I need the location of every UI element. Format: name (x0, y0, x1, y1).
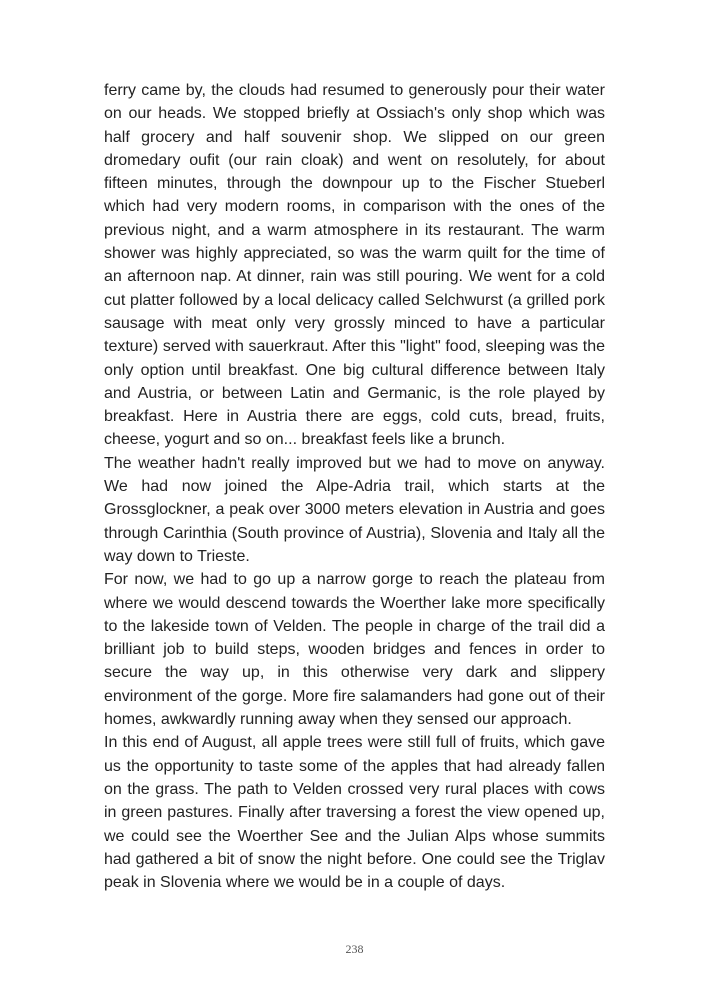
paragraph-gorge-to-velden: For now, we had to go up a narrow gorge to reach the plateau from where we would descend towards the Woerther lake more specifically to the lakeside town of Velden. The people in charge of the trail did a brilliant job to build steps, wooden bridges and fences in order to secure the way up, in this otherwise very dark and slippery environment of the gorge. More fire salamanders had gone out of their homes, awkwardly running away when they sensed our approach. (104, 571, 605, 729)
page-body-text (104, 79, 605, 894)
page-number: 238 (345, 942, 364, 956)
paragraph-alpe-adria-trail: The weather hadn't really improved but we had to move on anyway. We had now joined the Alpe-Adria trail, which starts at the Grossglockner, a peak over 3000 meters elevation in Austria and goes through Carinthia (South province of Austria), Slovenia and Italy all the way down to Trieste. (104, 454, 605, 565)
paragraph-ossiach-fischer-stueberl: ferry came by, the clouds had resumed to generously pour their water on our heads. We stopped briefly at Ossiach's only shop which was half grocery and half souvenir shop. We slipped on our green dromedary oufit (our rain cloak) and went on resolutely, for about fifteen minutes, through the downpour up to the Fischer Stueberl which had very modern rooms, in comparison with the ones of the previous night, and a warm atmosphere in its restaurant. The warm shower was highly appreciated, so was the warm quilt for the time of an afternoon nap. At dinner, rain was still pouring. We went for a cold cut platter followed by a local delicacy called Selchwurst (a grilled pork sausage with meat only very grossly minced to have a particular texture) served with sauerkraut. After this "light" food, sleeping was the only option until breakfast. One big cultural difference between Italy and Austria, or between Latin and Germanic, is the role played by breakfast. Here in Austria there are eggs, cold cuts, bread, fruits, cheese, yogurt and so on... breakfast feels like a brunch. (104, 82, 605, 449)
paragraph-apple-trees-woerther-see: In this end of August, all apple trees were still full of fruits, which gave us the opportunity to taste some of the apples that had already fallen on the grass. The path to Velden crossed very rural places with cows in green pastures. Finally after traversing a forest the view opened up, we could see the Woerther See and the Julian Alps whose summits had gathered a bit of snow the night before. One could see the Triglav peak in Slovenia where we would be in a couple of days. (104, 734, 605, 892)
